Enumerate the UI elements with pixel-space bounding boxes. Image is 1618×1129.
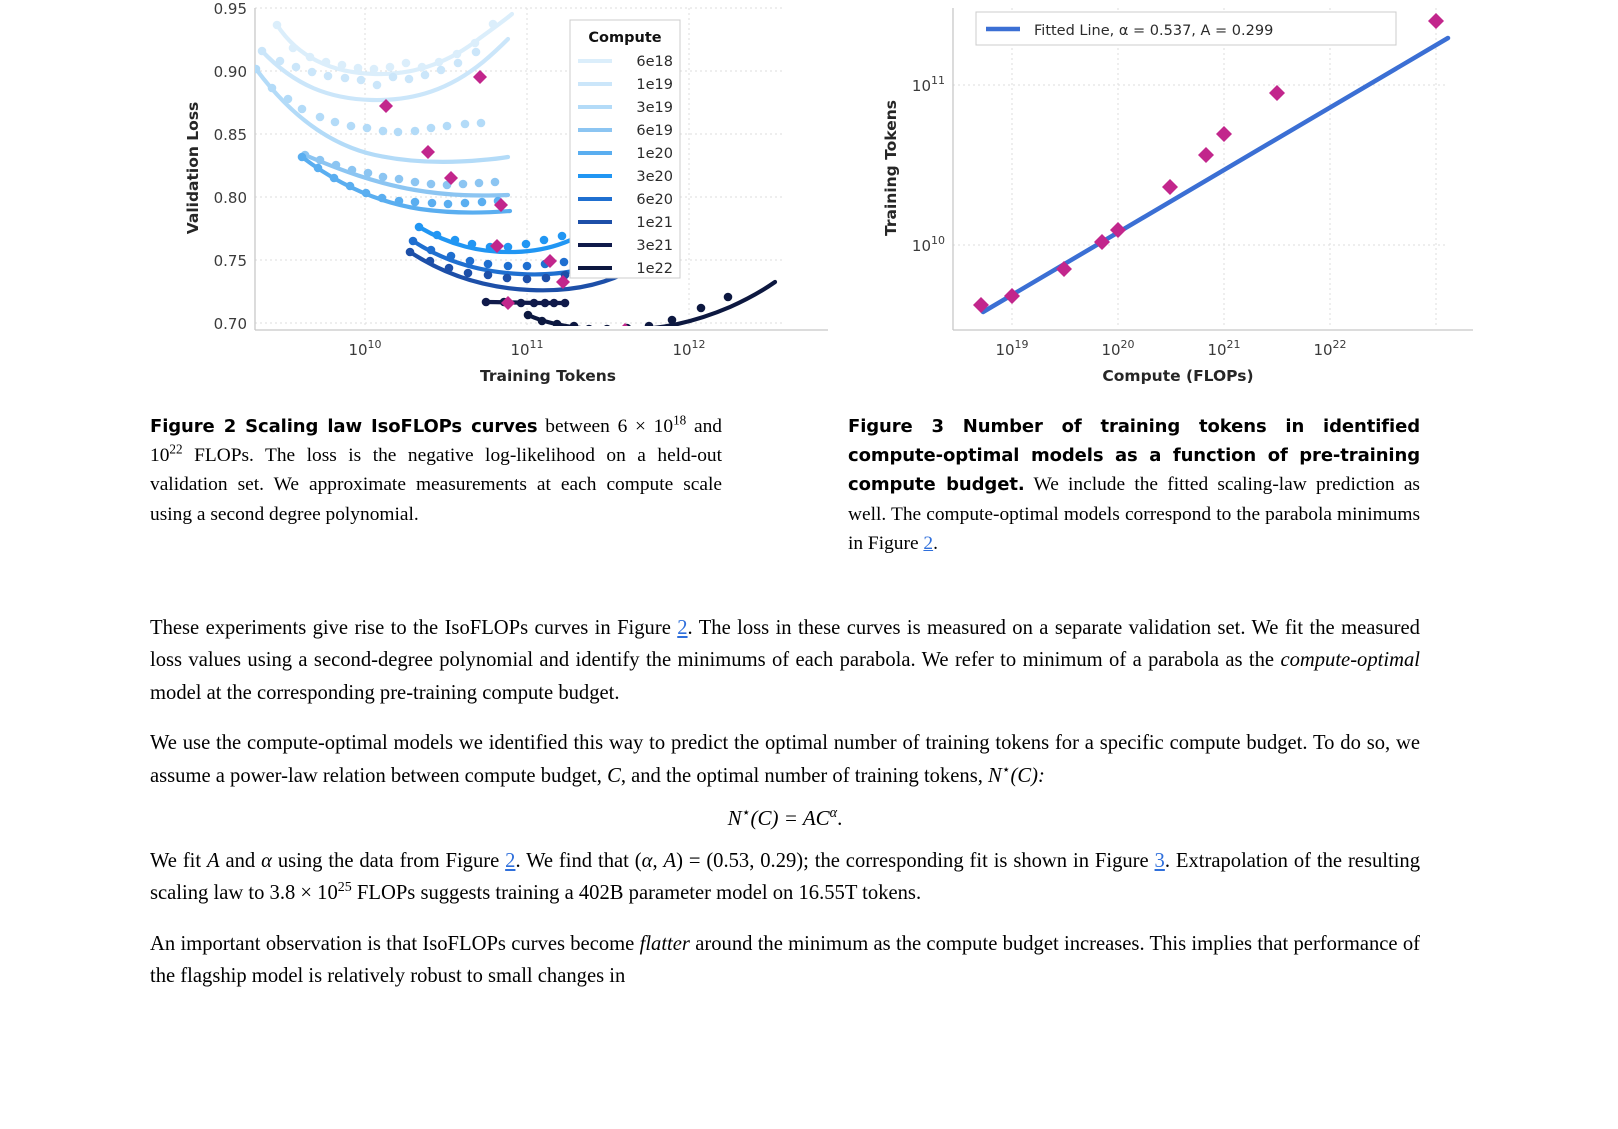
legend-label: 3e19 bbox=[636, 100, 673, 116]
p1-text-b: . The loss in these curves is measured on a separate validation set. We fit the measured loss values using a second-degree polynomial and identify the minimums of each parabola. We refer to minimum of a parabola as the bbox=[150, 617, 1420, 672]
p2-text-c: (C): bbox=[1010, 764, 1045, 787]
legend-label: 6e20 bbox=[636, 192, 673, 208]
legend-label: 1e22 bbox=[636, 261, 673, 277]
eq-c: C bbox=[815, 806, 830, 831]
p3-text-c: using the data from Figure bbox=[271, 850, 506, 873]
p3-text-g: . Extrapolation of the resulting scaling law to 3.8 × 10 bbox=[150, 850, 1421, 905]
figure-2-caption-sup-1: 18 bbox=[673, 412, 687, 428]
scaling-fit-chart bbox=[848, 0, 1548, 395]
figure-2-reference-link[interactable]: 2 bbox=[677, 617, 688, 639]
svg-text:0.80: 0.80 bbox=[213, 189, 247, 207]
p3-variable-a-2: A bbox=[663, 850, 677, 873]
figure-3-caption-text-1: We include the fitted scaling-law prediction as well. The compute-optimal models correspond to the parabola minimums in Figure bbox=[848, 474, 1420, 554]
p3-text-f: ) = (0.53, 0.29); the corresponding fit is shown in Figure bbox=[676, 850, 1155, 873]
p3-sup: 25 bbox=[337, 880, 352, 896]
paragraph-3 bbox=[150, 845, 1420, 910]
figure-3-caption-text-2: . bbox=[933, 532, 938, 554]
y-axis-label: Validation Loss bbox=[184, 101, 202, 235]
svg-text:1010: $10^{10}$ bbox=[348, 338, 382, 359]
svg-text:1021: $10^{21}$ bbox=[1207, 338, 1241, 359]
p1-text-c: model at the corresponding pre-training compute budget. bbox=[150, 681, 620, 704]
legend-label: 1e19 bbox=[636, 77, 673, 93]
equation-scaling-law bbox=[150, 806, 1420, 831]
figure-3-plot bbox=[848, 0, 1548, 395]
legend-label: 3e21 bbox=[636, 238, 673, 254]
eq-n: N bbox=[727, 806, 742, 831]
p4-text-b: around the minimum as the compute budget increases. This implies that performance of the flagship model is relatively robust to small changes in bbox=[150, 932, 1420, 988]
figure-2-caption-head: Figure 2 Scaling law IsoFLOPs curves bbox=[150, 416, 538, 437]
figure-2-reference-link[interactable]: 2 bbox=[923, 532, 934, 554]
x-axis-ticks bbox=[995, 338, 1346, 359]
p3-text-e: , bbox=[652, 850, 664, 873]
fitted-line bbox=[983, 38, 1448, 312]
svg-text:0.95: 0.95 bbox=[213, 0, 247, 18]
eq-alpha: α bbox=[829, 805, 838, 822]
eq-a: A bbox=[802, 806, 816, 831]
legend-label: 1e20 bbox=[636, 146, 673, 162]
p2-variable-c: C bbox=[607, 764, 621, 787]
legend-label: 6e19 bbox=[636, 123, 673, 139]
p3-text-b: and bbox=[219, 850, 262, 873]
figure-2-caption bbox=[150, 412, 722, 529]
figure-2-caption-sup-2: 22 bbox=[169, 441, 183, 457]
p3-text-d: . We find that ( bbox=[515, 850, 642, 873]
eq-paren: (C) = bbox=[750, 806, 803, 831]
figure-3-reference-link[interactable]: 3 bbox=[1154, 850, 1165, 873]
grid-lines bbox=[953, 8, 1448, 328]
p4-emphasis: flatter bbox=[639, 932, 690, 955]
series-3e19 bbox=[252, 65, 508, 162]
p1-emphasis: compute-optimal bbox=[1280, 649, 1420, 672]
paragraph-1 bbox=[150, 612, 1420, 709]
p4-text-a: An important observation is that IsoFLOPs curves become bbox=[150, 932, 640, 955]
svg-text:0.70: 0.70 bbox=[213, 315, 247, 333]
svg-text:0.75: 0.75 bbox=[213, 252, 247, 270]
figure-2-plot bbox=[150, 0, 850, 395]
y-axis-label: Training Tokens bbox=[882, 100, 900, 236]
legend-label: 6e18 bbox=[636, 54, 673, 70]
p2-text-b: , and the optimal number of training tokens, bbox=[620, 764, 989, 787]
isoflops-chart bbox=[150, 0, 850, 395]
data-points bbox=[973, 13, 1444, 313]
svg-text:1011: $10^{11}$ bbox=[510, 338, 544, 359]
p3-alpha: α bbox=[261, 850, 272, 873]
legend-label: Fitted Line, α = 0.537, A = 0.299 bbox=[1034, 23, 1274, 39]
p2-variable-n: N bbox=[988, 764, 1002, 787]
p3-text-a: We fit bbox=[150, 850, 208, 873]
svg-text:1019: $10^{19}$ bbox=[995, 338, 1029, 359]
figure-2-reference-link[interactable]: 2 bbox=[505, 850, 516, 873]
p3-alpha-2: α bbox=[641, 850, 653, 873]
svg-text:1022: $10^{22}$ bbox=[1313, 338, 1347, 359]
svg-text:0.90: 0.90 bbox=[213, 63, 247, 81]
svg-text:1010: $10^{10}$ bbox=[911, 234, 945, 255]
figure-2-caption-text-1: between 6 × 10 bbox=[537, 416, 674, 437]
p1-text-a: These experiments give rise to the IsoFLOPs curves in Figure bbox=[150, 617, 678, 639]
figure-3-caption bbox=[848, 412, 1420, 558]
series-group bbox=[252, 14, 775, 337]
body-text bbox=[150, 612, 1420, 1011]
p2-star: ⋆ bbox=[1001, 762, 1011, 778]
legend-label: 1e21 bbox=[636, 215, 673, 231]
x-axis-label: Compute (FLOPs) bbox=[1102, 367, 1254, 385]
legend-label: 3e20 bbox=[636, 169, 673, 185]
svg-text:1011: $10^{11}$ bbox=[911, 74, 945, 95]
p3-text-h: FLOPs suggests training a 402B parameter model on 16.55T tokens. bbox=[351, 882, 922, 905]
eq-star: ⋆ bbox=[741, 805, 751, 822]
p3-variable-a: A bbox=[207, 850, 220, 873]
paragraph-4 bbox=[150, 928, 1420, 993]
series-6e19 bbox=[301, 151, 508, 196]
svg-text:1012: $10^{12}$ bbox=[672, 338, 706, 359]
svg-text:0.85: 0.85 bbox=[213, 126, 247, 144]
series-3e21 bbox=[482, 298, 570, 308]
figure-2-caption-text-3: FLOPs. The loss is the negative log-likelihood on a held-out validation set. We approximate measurements at each compute scale using a second degree polynomial. bbox=[150, 445, 722, 525]
figures-row bbox=[0, 0, 1618, 400]
paragraph-2 bbox=[150, 727, 1420, 792]
y-axis-ticks bbox=[912, 74, 945, 255]
legend-title: Compute bbox=[588, 30, 662, 46]
compute-legend bbox=[570, 20, 680, 278]
y-axis-ticks bbox=[214, 0, 247, 333]
figure-2-caption-text-2: and 10 bbox=[150, 416, 722, 467]
x-axis-ticks bbox=[348, 338, 705, 359]
figure-3-caption-head: Figure 3 Number of training tokens in identified compute-optimal models as a function of pre-training compute budget. bbox=[848, 416, 1420, 496]
p2-text-a: We use the compute-optimal models we identified this way to predict the optimal number of training tokens for a specific compute budget. To do so, we assume a power-law relation between compute budget, bbox=[150, 732, 1420, 787]
x-axis-label: Training Tokens bbox=[480, 367, 616, 385]
eq-period: . bbox=[837, 806, 843, 831]
fitted-line-legend[interactable] bbox=[976, 12, 1396, 45]
svg-text:1020: $10^{20}$ bbox=[1101, 338, 1135, 359]
